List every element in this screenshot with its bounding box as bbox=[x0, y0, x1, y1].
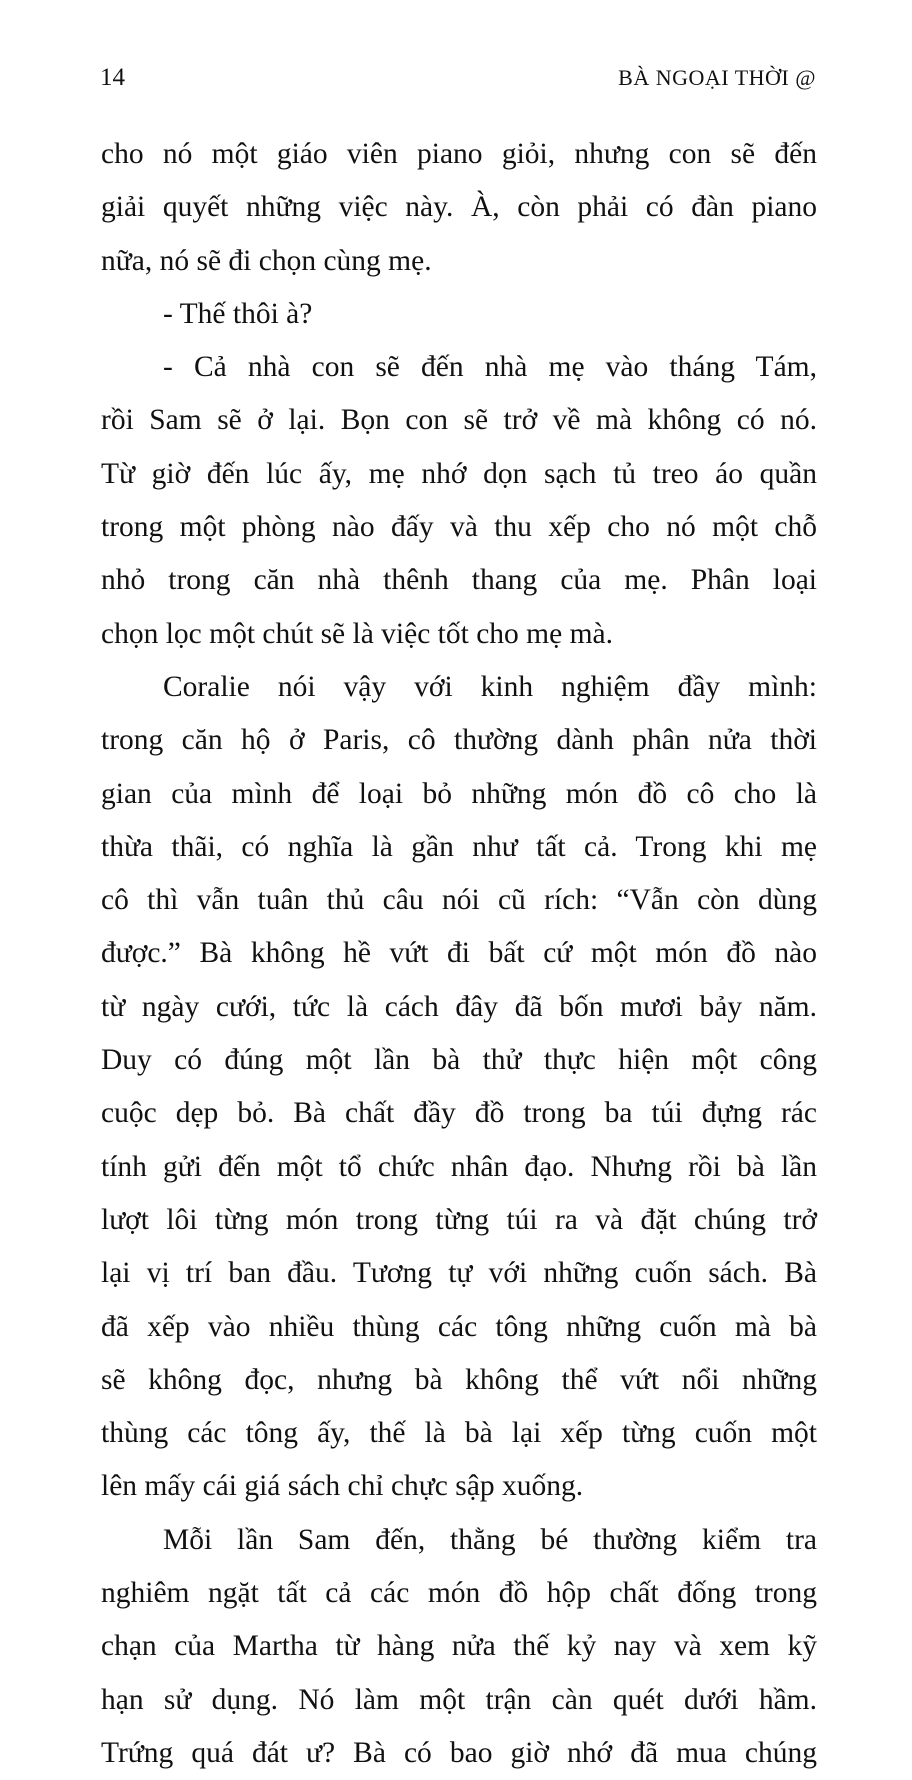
text-line: trong một phòng nào đấy và thu xếp cho nó một chỗ bbox=[101, 511, 817, 544]
text-line: đã xếp vào nhiều thùng các tông những cuốn mà bà bbox=[101, 1310, 817, 1343]
text-line: nghiêm ngặt tất cả các món đồ hộp chất đống trong bbox=[101, 1577, 817, 1610]
paragraph-first-line: Coralie nói vậy với kinh nghiệm đầy mình: bbox=[163, 670, 817, 703]
text-line: rồi Sam sẽ ở lại. Bọn con sẽ trở về mà không có nó. bbox=[101, 404, 817, 437]
text-line: cuộc dẹp bỏ. Bà chất đầy đồ trong ba túi đựng rác bbox=[101, 1097, 817, 1130]
text-line: lượt lôi từng món trong từng túi ra và đặt chúng trở bbox=[101, 1203, 817, 1236]
text-line: tính gửi đến một tổ chức nhân đạo. Nhưng rồi bà lần bbox=[101, 1150, 817, 1183]
text-line: cô thì vẫn tuân thủ câu nói cũ rích: “Vẫn còn dùng bbox=[101, 884, 817, 917]
text-line: thừa thãi, có nghĩa là gần như tất cả. Trong khi mẹ bbox=[101, 830, 817, 863]
text-line: thùng các tông ấy, thế là bà lại xếp từng cuốn một bbox=[101, 1417, 817, 1450]
paragraph-first-line: Mỗi lần Sam đến, thằng bé thường kiểm tra bbox=[163, 1523, 817, 1556]
text-line: Duy có đúng một lần bà thử thực hiện một công bbox=[101, 1044, 817, 1077]
text-line: cho nó một giáo viên piano giỏi, nhưng con sẽ đến bbox=[101, 138, 817, 170]
text-line: giải quyết những việc này. À, còn phải có đàn piano bbox=[101, 191, 817, 224]
dialog-line: - Thế thôi à? bbox=[163, 297, 313, 330]
page-header bbox=[100, 58, 816, 98]
text-line: Trứng quá đát ư? Bà có bao giờ nhớ đã mua chúng bbox=[101, 1736, 817, 1769]
text-line: chọn lọc một chút sẽ là việc tốt cho mẹ mà. bbox=[101, 617, 614, 650]
text-line: hạn sử dụng. Nó làm một trận càn quét dưới hầm. bbox=[101, 1683, 817, 1716]
text-line: Từ giờ đến lúc ấy, mẹ nhớ dọn sạch tủ treo áo quần bbox=[101, 457, 817, 490]
text-line: sẽ không đọc, nhưng bà không thể vứt nổi những bbox=[101, 1363, 817, 1396]
text-line: lại vị trí ban đầu. Tương tự với những cuốn sách. Bà bbox=[101, 1257, 817, 1290]
running-title: BÀ NGOẠI THỜI @ bbox=[618, 65, 816, 90]
text-line: nhỏ trong căn nhà thênh thang của mẹ. Phân loại bbox=[101, 564, 817, 597]
text-line: được.” Bà không hề vứt đi bất cứ một món đồ nào bbox=[101, 937, 817, 970]
text-line: từ ngày cưới, tức là cách đây đã bốn mươi bảy năm. bbox=[101, 990, 817, 1023]
page-number: 14 bbox=[100, 64, 125, 91]
text-line: gian của mình để loại bỏ những món đồ cô cho là bbox=[101, 777, 817, 810]
text-line: trong căn hộ ở Paris, cô thường dành phân nửa thời bbox=[101, 724, 817, 757]
text-line: lên mấy cái giá sách chỉ chực sập xuống. bbox=[101, 1470, 584, 1503]
body-text bbox=[101, 128, 817, 1780]
text-line: nữa, nó sẽ đi chọn cùng mẹ. bbox=[101, 244, 432, 277]
dialog-line: - Cả nhà con sẽ đến nhà mẹ vào tháng Tám, bbox=[163, 351, 817, 384]
text-line: chạn của Martha từ hàng nửa thế kỷ nay và xem kỹ bbox=[101, 1630, 817, 1663]
